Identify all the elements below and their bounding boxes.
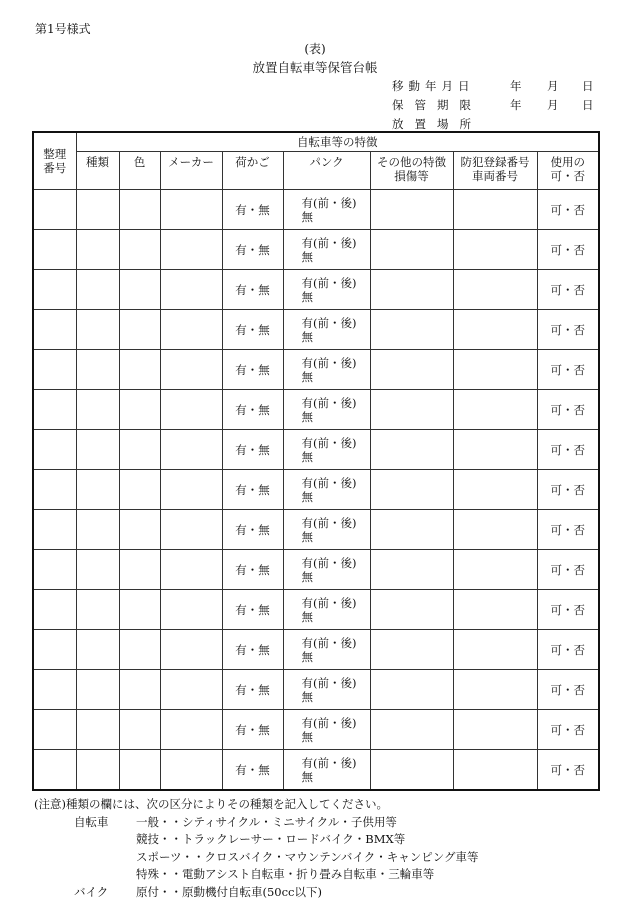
- storage-register-table: [32, 131, 600, 791]
- cell-basket: 有・無: [222, 190, 283, 230]
- cell-id[interactable]: [33, 230, 76, 270]
- cell-puncture: [283, 550, 370, 590]
- cell-id[interactable]: [33, 350, 76, 390]
- cell-usable: 可・否: [537, 670, 599, 710]
- cell-type[interactable]: [76, 510, 119, 550]
- cell-color[interactable]: [119, 190, 160, 230]
- cell-puncture: [283, 310, 370, 350]
- cell-usable: 可・否: [537, 630, 599, 670]
- puncture-option-no: 無: [301, 769, 313, 784]
- cell-id[interactable]: [33, 590, 76, 630]
- cell-puncture: [283, 710, 370, 750]
- cell-usable: 可・否: [537, 350, 599, 390]
- header-id-number: 整理 番号: [33, 132, 76, 190]
- cell-other-features[interactable]: [370, 310, 453, 350]
- cell-id[interactable]: [33, 430, 76, 470]
- puncture-option-yes: 有(前・後): [301, 275, 357, 290]
- header-features-group: 自転車等の特徴: [76, 132, 599, 152]
- cell-color[interactable]: [119, 430, 160, 470]
- meta-month: 月: [547, 79, 559, 93]
- cell-other-features[interactable]: [370, 510, 453, 550]
- cell-registration[interactable]: [453, 470, 537, 510]
- puncture-option-yes: 有(前・後): [301, 475, 357, 490]
- register-row: [33, 430, 599, 470]
- cell-other-features[interactable]: [370, 190, 453, 230]
- cell-type[interactable]: [76, 350, 119, 390]
- cell-id[interactable]: [33, 750, 76, 791]
- cell-other-features[interactable]: [370, 430, 453, 470]
- puncture-option-yes: 有(前・後): [301, 595, 357, 610]
- cell-other-features[interactable]: [370, 590, 453, 630]
- header-registration-number: 防犯登録番号 車両番号: [453, 152, 537, 190]
- header-color: 色: [119, 152, 160, 190]
- cell-type[interactable]: [76, 230, 119, 270]
- puncture-option-no: 無: [301, 489, 313, 504]
- cell-registration[interactable]: [453, 590, 537, 630]
- register-row: [33, 230, 599, 270]
- cell-color[interactable]: [119, 590, 160, 630]
- puncture-option-no: 無: [301, 529, 313, 544]
- cell-color[interactable]: [119, 670, 160, 710]
- puncture-option-yes: 有(前・後): [301, 195, 357, 210]
- puncture-option-no: 無: [301, 449, 313, 464]
- cell-usable: 可・否: [537, 710, 599, 750]
- note-text: 競技・・トラックレーサー・ロードバイク・BMX等: [136, 832, 406, 846]
- cell-color[interactable]: [119, 630, 160, 670]
- cell-basket: 有・無: [222, 670, 283, 710]
- cell-basket: 有・無: [222, 710, 283, 750]
- register-row: [33, 470, 599, 510]
- front-side-label: (表): [304, 42, 326, 56]
- register-row: [33, 510, 599, 550]
- cell-puncture: [283, 270, 370, 310]
- cell-color[interactable]: [119, 550, 160, 590]
- cell-id[interactable]: [33, 190, 76, 230]
- cell-basket: 有・無: [222, 590, 283, 630]
- cell-id[interactable]: [33, 310, 76, 350]
- document-title: 放置自転車等保管台帳: [252, 60, 378, 75]
- cell-type[interactable]: [76, 590, 119, 630]
- cell-maker[interactable]: [160, 550, 222, 590]
- cell-usable: 可・否: [537, 590, 599, 630]
- cell-puncture: [283, 750, 370, 791]
- puncture-option-yes: 有(前・後): [301, 515, 357, 530]
- cell-type[interactable]: [76, 390, 119, 430]
- note-item: [34, 814, 614, 832]
- cell-usable: 可・否: [537, 390, 599, 430]
- cell-other-features[interactable]: [370, 470, 453, 510]
- cell-other-features[interactable]: [370, 670, 453, 710]
- cell-puncture: [283, 630, 370, 670]
- cell-color[interactable]: [119, 750, 160, 791]
- meta-year: 年: [510, 79, 522, 93]
- puncture-option-yes: 有(前・後): [301, 435, 357, 450]
- cell-type[interactable]: [76, 190, 119, 230]
- cell-registration[interactable]: [453, 710, 537, 750]
- cell-usable: 可・否: [537, 310, 599, 350]
- cell-type[interactable]: [76, 710, 119, 750]
- cell-id[interactable]: [33, 710, 76, 750]
- cell-type[interactable]: [76, 310, 119, 350]
- header-basket: 荷かご: [222, 152, 283, 190]
- cell-id[interactable]: [33, 270, 76, 310]
- cell-puncture: [283, 510, 370, 550]
- cell-type[interactable]: [76, 670, 119, 710]
- cell-usable: 可・否: [537, 230, 599, 270]
- note-item: [34, 884, 614, 902]
- puncture-option-no: 無: [301, 209, 313, 224]
- cell-maker[interactable]: [160, 710, 222, 750]
- cell-registration[interactable]: [453, 310, 537, 350]
- cell-color[interactable]: [119, 470, 160, 510]
- register-row: [33, 390, 599, 430]
- cell-puncture: [283, 670, 370, 710]
- cell-basket: 有・無: [222, 630, 283, 670]
- puncture-option-no: 無: [301, 689, 313, 704]
- cell-type[interactable]: [76, 550, 119, 590]
- cell-id[interactable]: [33, 670, 76, 710]
- puncture-option-no: 無: [301, 409, 313, 424]
- cell-basket: 有・無: [222, 430, 283, 470]
- cell-other-features[interactable]: [370, 710, 453, 750]
- meta-label: 移動年月日: [392, 79, 475, 93]
- cell-maker[interactable]: [160, 350, 222, 390]
- cell-registration[interactable]: [453, 510, 537, 550]
- puncture-option-no: 無: [301, 249, 313, 264]
- cell-type[interactable]: [76, 750, 119, 791]
- register-row: [33, 670, 599, 710]
- header-maker: メーカー: [160, 152, 222, 190]
- meta-row-move-date: [392, 78, 597, 96]
- cell-type[interactable]: [76, 470, 119, 510]
- meta-label: 放置場所: [392, 117, 482, 131]
- puncture-option-yes: 有(前・後): [301, 675, 357, 690]
- note-item: [34, 866, 614, 884]
- cell-basket: 有・無: [222, 470, 283, 510]
- cell-basket: 有・無: [222, 510, 283, 550]
- puncture-option-yes: 有(前・後): [301, 635, 357, 650]
- cell-type[interactable]: [76, 630, 119, 670]
- header-puncture: パンク: [283, 152, 370, 190]
- cell-maker[interactable]: [160, 470, 222, 510]
- cell-basket: 有・無: [222, 270, 283, 310]
- cell-registration[interactable]: [453, 190, 537, 230]
- puncture-option-no: 無: [301, 329, 313, 344]
- notes-intro: (注意)種類の欄には、次の区分によりその種類を記入してください。: [34, 797, 388, 811]
- cell-maker[interactable]: [160, 390, 222, 430]
- cell-other-features[interactable]: [370, 550, 453, 590]
- cell-color[interactable]: [119, 310, 160, 350]
- note-item: [34, 831, 614, 849]
- cell-puncture: [283, 230, 370, 270]
- note-text: 特殊・・電動アシスト自転車・折り畳み自転車・三輪車等: [136, 867, 435, 881]
- notes-section: [34, 796, 614, 901]
- cell-usable: 可・否: [537, 470, 599, 510]
- header-usable: 使用の 可・否: [537, 152, 599, 190]
- cell-other-features[interactable]: [370, 630, 453, 670]
- register-row: [33, 350, 599, 390]
- cell-registration[interactable]: [453, 630, 537, 670]
- puncture-option-no: 無: [301, 609, 313, 624]
- cell-usable: 可・否: [537, 430, 599, 470]
- cell-id[interactable]: [33, 630, 76, 670]
- cell-maker[interactable]: [160, 590, 222, 630]
- cell-maker[interactable]: [160, 430, 222, 470]
- puncture-option-yes: 有(前・後): [301, 355, 357, 370]
- register-row: [33, 590, 599, 630]
- cell-id[interactable]: [33, 470, 76, 510]
- cell-registration[interactable]: [453, 430, 537, 470]
- register-row: [33, 750, 599, 791]
- cell-maker[interactable]: [160, 270, 222, 310]
- cell-id[interactable]: [33, 510, 76, 550]
- cell-other-features[interactable]: [370, 750, 453, 791]
- cell-registration[interactable]: [453, 750, 537, 791]
- note-category: 自転車: [74, 814, 109, 829]
- cell-id[interactable]: [33, 550, 76, 590]
- cell-registration[interactable]: [453, 270, 537, 310]
- cell-registration[interactable]: [453, 230, 537, 270]
- cell-maker[interactable]: [160, 230, 222, 270]
- puncture-option-yes: 有(前・後): [301, 235, 357, 250]
- cell-color[interactable]: [119, 710, 160, 750]
- cell-other-features[interactable]: [370, 230, 453, 270]
- cell-type[interactable]: [76, 430, 119, 470]
- cell-other-features[interactable]: [370, 390, 453, 430]
- cell-puncture: [283, 430, 370, 470]
- cell-usable: 可・否: [537, 750, 599, 791]
- cell-basket: 有・無: [222, 550, 283, 590]
- cell-color[interactable]: [119, 390, 160, 430]
- puncture-option-yes: 有(前・後): [301, 315, 357, 330]
- meta-year: 年: [510, 98, 522, 112]
- meta-day: 日: [582, 98, 594, 112]
- cell-color[interactable]: [119, 510, 160, 550]
- cell-id[interactable]: [33, 390, 76, 430]
- cell-other-features[interactable]: [370, 350, 453, 390]
- cell-maker[interactable]: [160, 670, 222, 710]
- meta-row-storage-deadline: [392, 97, 597, 115]
- puncture-option-no: 無: [301, 369, 313, 384]
- cell-puncture: [283, 350, 370, 390]
- cell-basket: 有・無: [222, 350, 283, 390]
- register-row: [33, 310, 599, 350]
- cell-maker[interactable]: [160, 310, 222, 350]
- register-row: [33, 550, 599, 590]
- puncture-option-yes: 有(前・後): [301, 715, 357, 730]
- cell-basket: 有・無: [222, 750, 283, 791]
- note-text: 原付・・原動機付自転車(50cc以下): [136, 884, 322, 899]
- cell-registration[interactable]: [453, 390, 537, 430]
- header-other-features: その他の特徴 損傷等: [370, 152, 453, 190]
- form-number: 第1号様式: [35, 22, 91, 36]
- cell-usable: 可・否: [537, 550, 599, 590]
- cell-usable: 可・否: [537, 190, 599, 230]
- cell-puncture: [283, 190, 370, 230]
- cell-basket: 有・無: [222, 310, 283, 350]
- cell-puncture: [283, 470, 370, 510]
- cell-maker[interactable]: [160, 630, 222, 670]
- cell-color[interactable]: [119, 270, 160, 310]
- puncture-option-no: 無: [301, 649, 313, 664]
- cell-color[interactable]: [119, 350, 160, 390]
- meta-label: 保管期限: [392, 98, 482, 112]
- note-item: [34, 849, 614, 867]
- cell-basket: 有・無: [222, 230, 283, 270]
- cell-type[interactable]: [76, 270, 119, 310]
- puncture-option-yes: 有(前・後): [301, 395, 357, 410]
- meta-day: 日: [582, 79, 594, 93]
- register-row: [33, 190, 599, 230]
- cell-usable: 可・否: [537, 510, 599, 550]
- register-row: [33, 710, 599, 750]
- puncture-option-no: 無: [301, 729, 313, 744]
- note-text: スポーツ・・クロスバイク・マウンテンバイク・キャンピング車等: [136, 849, 479, 864]
- meta-month: 月: [547, 98, 559, 112]
- cell-registration[interactable]: [453, 550, 537, 590]
- register-row: [33, 630, 599, 670]
- cell-puncture: [283, 590, 370, 630]
- cell-registration[interactable]: [453, 350, 537, 390]
- cell-basket: 有・無: [222, 390, 283, 430]
- register-row: [33, 270, 599, 310]
- note-category: バイク: [74, 884, 109, 899]
- puncture-option-no: 無: [301, 569, 313, 584]
- cell-usable: 可・否: [537, 270, 599, 310]
- cell-maker[interactable]: [160, 190, 222, 230]
- cell-maker[interactable]: [160, 510, 222, 550]
- cell-color[interactable]: [119, 230, 160, 270]
- note-text: 一般・・シティサイクル・ミニサイクル・子供用等: [136, 814, 397, 829]
- puncture-option-yes: 有(前・後): [301, 555, 357, 570]
- puncture-option-yes: 有(前・後): [301, 755, 357, 770]
- header-type: 種類: [76, 152, 119, 190]
- cell-maker[interactable]: [160, 750, 222, 791]
- cell-registration[interactable]: [453, 670, 537, 710]
- cell-other-features[interactable]: [370, 270, 453, 310]
- cell-puncture: [283, 390, 370, 430]
- puncture-option-no: 無: [301, 289, 313, 304]
